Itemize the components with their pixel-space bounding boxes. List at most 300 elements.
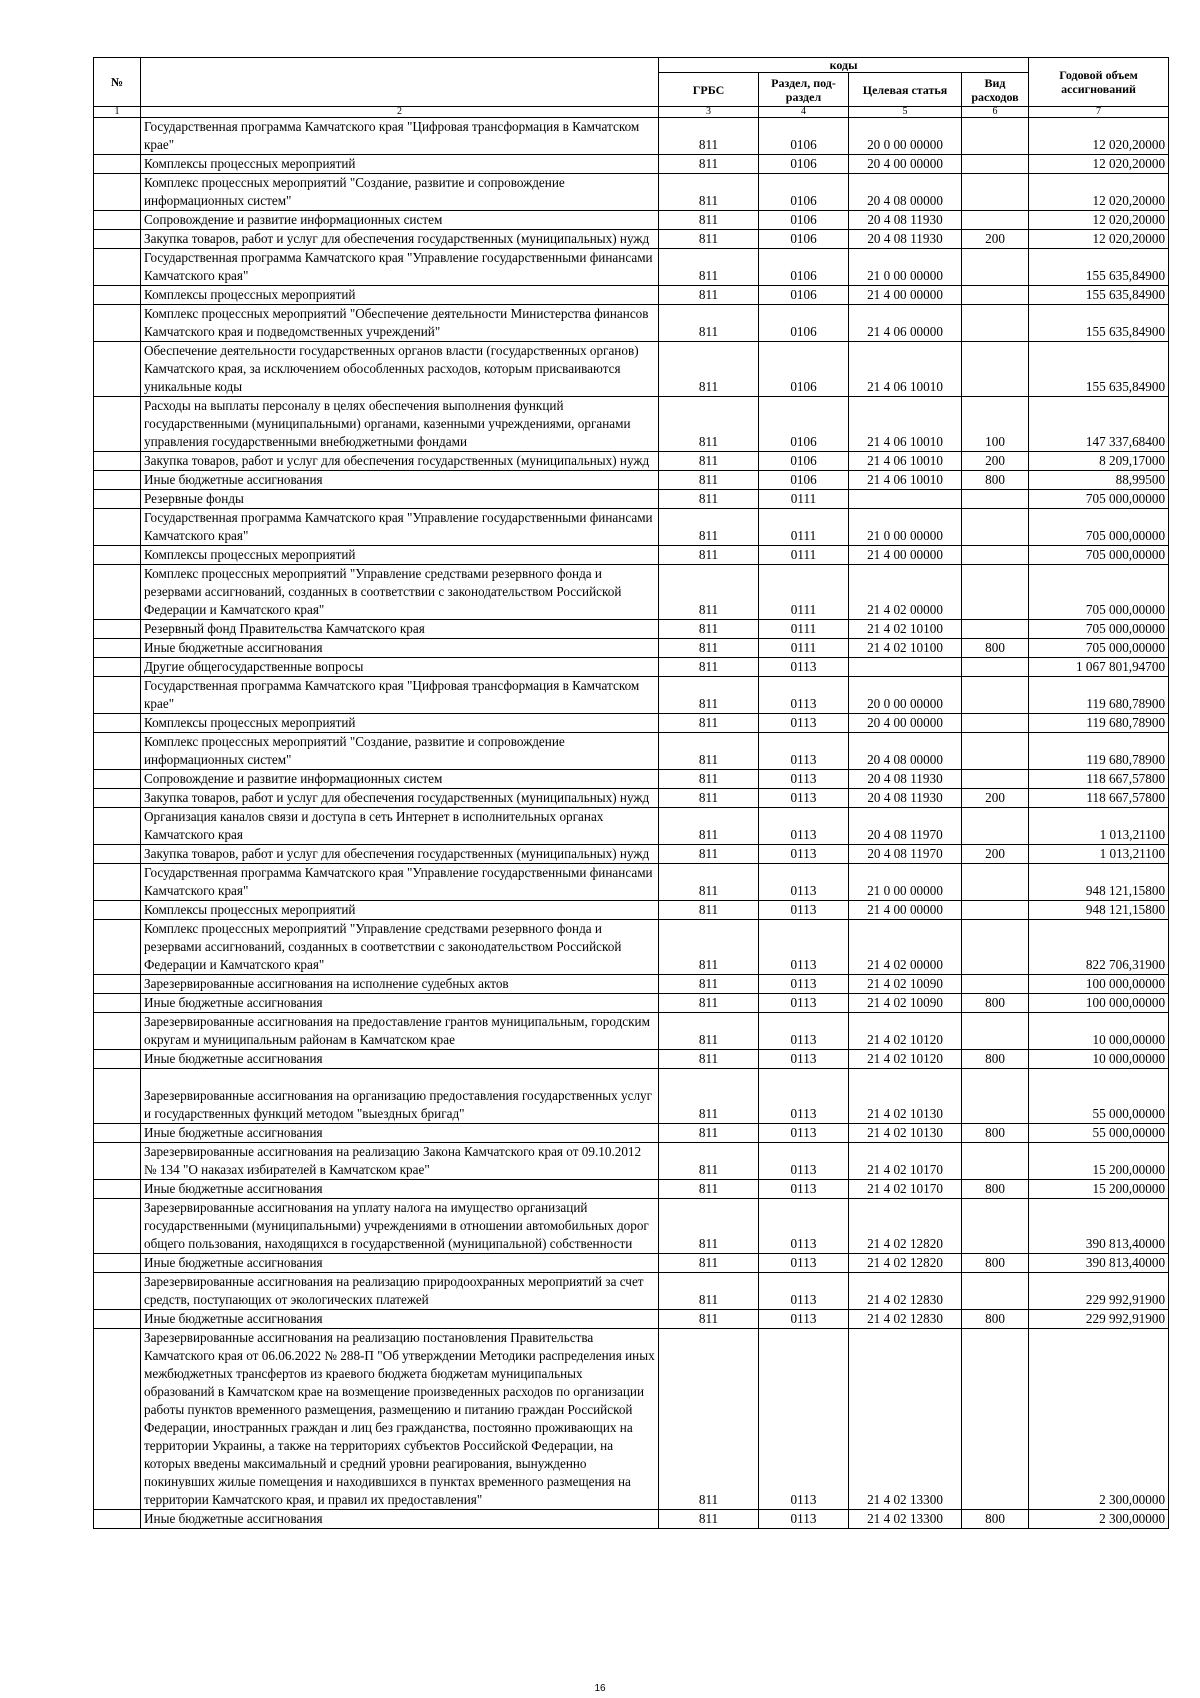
row-amount-cell: 55 000,00000 (1029, 1069, 1169, 1124)
row-grbs-cell: 811 (659, 509, 759, 546)
row-expense-type-cell (962, 1199, 1029, 1254)
row-target-cell: 21 4 02 10130 (849, 1069, 962, 1124)
table-row (94, 1310, 1169, 1329)
row-name-cell: Другие общегосударственные вопросы (141, 658, 659, 677)
row-target-cell: 21 0 00 00000 (849, 864, 962, 901)
row-expense-type-cell (962, 509, 1029, 546)
table-row (94, 1143, 1169, 1180)
row-expense-type-cell: 800 (962, 1254, 1029, 1273)
row-expense-type-cell (962, 714, 1029, 733)
row-expense-type-cell (962, 1273, 1029, 1310)
row-target-cell: 21 4 02 10100 (849, 620, 962, 639)
table-row (94, 920, 1169, 975)
table-row (94, 789, 1169, 808)
column-number: 5 (849, 107, 962, 118)
row-target-cell: 20 4 08 11930 (849, 770, 962, 789)
row-grbs-cell: 811 (659, 1199, 759, 1254)
row-target-cell: 20 4 08 00000 (849, 174, 962, 211)
header-num: № (94, 58, 141, 107)
row-grbs-cell: 811 (659, 770, 759, 789)
row-grbs-cell: 811 (659, 155, 759, 174)
column-number: 2 (141, 107, 659, 118)
row-number-cell (94, 1254, 141, 1273)
row-grbs-cell: 811 (659, 305, 759, 342)
row-number-cell (94, 845, 141, 864)
row-target-cell: 21 4 00 00000 (849, 286, 962, 305)
row-target-cell: 21 4 02 10170 (849, 1143, 962, 1180)
row-name-cell: Государственная программа Камчатского края "Цифровая трансформация в Камчатском крае" (141, 118, 659, 155)
header-target: Целевая статья (849, 73, 962, 107)
row-number-cell (94, 1143, 141, 1180)
row-amount-cell: 119 680,78900 (1029, 733, 1169, 770)
row-section-cell: 0113 (759, 658, 849, 677)
table-row (94, 452, 1169, 471)
row-name-cell: Закупка товаров, работ и услуг для обеспечения государственных (муниципальных) нужд (141, 230, 659, 249)
table-row (94, 546, 1169, 565)
row-target-cell: 21 0 00 00000 (849, 509, 962, 546)
row-expense-type-cell (962, 864, 1029, 901)
table-row (94, 1199, 1169, 1254)
row-section-cell: 0111 (759, 639, 849, 658)
table-row (94, 808, 1169, 845)
row-section-cell: 0113 (759, 845, 849, 864)
budget-table (93, 57, 1169, 1529)
row-target-cell: 21 0 00 00000 (849, 249, 962, 286)
row-expense-type-cell (962, 1013, 1029, 1050)
row-name-cell: Государственная программа Камчатского края "Цифровая трансформация в Камчатском крае" (141, 677, 659, 714)
row-name-cell: Резервный фонд Правительства Камчатского края (141, 620, 659, 639)
row-expense-type-cell: 800 (962, 1510, 1029, 1529)
row-target-cell (849, 658, 962, 677)
row-target-cell: 21 4 02 10100 (849, 639, 962, 658)
table-row (94, 509, 1169, 546)
row-number-cell (94, 1180, 141, 1199)
row-amount-cell: 118 667,57800 (1029, 789, 1169, 808)
row-grbs-cell: 811 (659, 230, 759, 249)
row-number-cell (94, 490, 141, 509)
row-grbs-cell: 811 (659, 1013, 759, 1050)
row-grbs-cell: 811 (659, 490, 759, 509)
row-name-cell: Зарезервированные ассигнования на реализацию природоохранных мероприятий за счет средств, поступающих от экологических платежей (141, 1273, 659, 1310)
row-target-cell: 21 4 02 10120 (849, 1050, 962, 1069)
row-section-cell: 0113 (759, 714, 849, 733)
row-amount-cell: 155 635,84900 (1029, 342, 1169, 397)
row-target-cell: 21 4 02 00000 (849, 565, 962, 620)
row-section-cell: 0111 (759, 565, 849, 620)
table-row (94, 658, 1169, 677)
row-expense-type-cell (962, 174, 1029, 211)
row-amount-cell: 147 337,68400 (1029, 397, 1169, 452)
row-number-cell (94, 1050, 141, 1069)
row-grbs-cell: 811 (659, 1069, 759, 1124)
row-grbs-cell: 811 (659, 845, 759, 864)
row-amount-cell: 10 000,00000 (1029, 1050, 1169, 1069)
row-target-cell: 21 4 02 13300 (849, 1329, 962, 1510)
row-amount-cell: 229 992,91900 (1029, 1310, 1169, 1329)
row-grbs-cell: 811 (659, 864, 759, 901)
row-section-cell: 0106 (759, 471, 849, 490)
row-amount-cell: 12 020,20000 (1029, 155, 1169, 174)
row-expense-type-cell (962, 808, 1029, 845)
row-grbs-cell: 811 (659, 1254, 759, 1273)
row-grbs-cell: 811 (659, 714, 759, 733)
table-row (94, 174, 1169, 211)
row-grbs-cell: 811 (659, 901, 759, 920)
row-number-cell (94, 1310, 141, 1329)
row-number-cell (94, 1124, 141, 1143)
row-number-cell (94, 471, 141, 490)
row-grbs-cell: 811 (659, 249, 759, 286)
row-expense-type-cell: 200 (962, 452, 1029, 471)
column-number: 3 (659, 107, 759, 118)
row-section-cell: 0111 (759, 546, 849, 565)
row-target-cell: 21 4 02 10130 (849, 1124, 962, 1143)
row-expense-type-cell (962, 1143, 1029, 1180)
row-number-cell (94, 864, 141, 901)
row-section-cell: 0111 (759, 509, 849, 546)
row-amount-cell: 390 813,40000 (1029, 1199, 1169, 1254)
row-grbs-cell: 811 (659, 1510, 759, 1529)
row-name-cell: Резервные фонды (141, 490, 659, 509)
row-number-cell (94, 1329, 141, 1510)
row-number-cell (94, 211, 141, 230)
row-amount-cell: 155 635,84900 (1029, 305, 1169, 342)
row-name-cell: Сопровождение и развитие информационных систем (141, 770, 659, 789)
row-amount-cell: 12 020,20000 (1029, 230, 1169, 249)
row-name-cell: Иные бюджетные ассигнования (141, 1510, 659, 1529)
row-expense-type-cell (962, 211, 1029, 230)
row-expense-type-cell: 800 (962, 639, 1029, 658)
row-amount-cell: 12 020,20000 (1029, 174, 1169, 211)
table-row (94, 1050, 1169, 1069)
row-target-cell: 20 4 08 11970 (849, 808, 962, 845)
row-target-cell: 21 4 02 12830 (849, 1310, 962, 1329)
row-target-cell: 21 4 06 10010 (849, 452, 962, 471)
row-expense-type-cell: 200 (962, 789, 1029, 808)
row-grbs-cell: 811 (659, 808, 759, 845)
row-amount-cell: 55 000,00000 (1029, 1124, 1169, 1143)
header-grbs: ГРБС (659, 73, 759, 107)
row-grbs-cell: 811 (659, 1124, 759, 1143)
row-name-cell: Иные бюджетные ассигнования (141, 471, 659, 490)
row-section-cell: 0106 (759, 174, 849, 211)
row-amount-cell: 119 680,78900 (1029, 677, 1169, 714)
row-grbs-cell: 811 (659, 565, 759, 620)
row-section-cell: 0113 (759, 1180, 849, 1199)
row-number-cell (94, 920, 141, 975)
row-target-cell (849, 490, 962, 509)
row-section-cell: 0106 (759, 342, 849, 397)
row-section-cell: 0106 (759, 249, 849, 286)
row-name-cell: Иные бюджетные ассигнования (141, 1050, 659, 1069)
row-section-cell: 0113 (759, 1310, 849, 1329)
row-number-cell (94, 1273, 141, 1310)
row-target-cell: 21 4 00 00000 (849, 546, 962, 565)
row-section-cell: 0113 (759, 1199, 849, 1254)
row-name-cell: Комплекс процессных мероприятий "Управление средствами резервного фонда и резервами ассигнований, созданных в соответствии с законодательством Российской Федерации и Камчатского края" (141, 920, 659, 975)
row-number-cell (94, 733, 141, 770)
row-amount-cell: 705 000,00000 (1029, 620, 1169, 639)
row-grbs-cell: 811 (659, 546, 759, 565)
table-row (94, 211, 1169, 230)
row-expense-type-cell: 800 (962, 994, 1029, 1013)
table-row (94, 714, 1169, 733)
row-amount-cell: 15 200,00000 (1029, 1180, 1169, 1199)
row-number-cell (94, 546, 141, 565)
row-name-cell: Комплексы процессных мероприятий (141, 155, 659, 174)
row-amount-cell: 948 121,15800 (1029, 901, 1169, 920)
row-number-cell (94, 155, 141, 174)
row-amount-cell: 100 000,00000 (1029, 994, 1169, 1013)
row-grbs-cell: 811 (659, 620, 759, 639)
row-number-cell (94, 452, 141, 471)
table-row (94, 249, 1169, 286)
row-grbs-cell: 811 (659, 1329, 759, 1510)
table-row (94, 639, 1169, 658)
row-amount-cell: 10 000,00000 (1029, 1013, 1169, 1050)
row-number-cell (94, 249, 141, 286)
table-row (94, 397, 1169, 452)
table-row (94, 342, 1169, 397)
row-target-cell: 21 4 02 10090 (849, 975, 962, 994)
row-name-cell: Комплекс процессных мероприятий "Управление средствами резервного фонда и резервами ассигнований, созданных в соответствии с законодательством Российской Федерации и Камчатского края" (141, 565, 659, 620)
table-row (94, 1510, 1169, 1529)
row-expense-type-cell (962, 733, 1029, 770)
row-expense-type-cell (962, 658, 1029, 677)
row-section-cell: 0106 (759, 118, 849, 155)
row-amount-cell: 155 635,84900 (1029, 249, 1169, 286)
row-expense-type-cell: 200 (962, 230, 1029, 249)
row-name-cell: Иные бюджетные ассигнования (141, 1254, 659, 1273)
row-number-cell (94, 1069, 141, 1124)
row-target-cell: 21 4 06 00000 (849, 305, 962, 342)
table-body (94, 118, 1169, 1529)
row-expense-type-cell (962, 770, 1029, 789)
row-amount-cell: 822 706,31900 (1029, 920, 1169, 975)
row-number-cell (94, 1199, 141, 1254)
row-section-cell: 0113 (759, 1013, 849, 1050)
row-grbs-cell: 811 (659, 452, 759, 471)
row-expense-type-cell (962, 305, 1029, 342)
row-amount-cell: 1 067 801,94700 (1029, 658, 1169, 677)
table-row (94, 994, 1169, 1013)
row-expense-type-cell: 800 (962, 1310, 1029, 1329)
row-section-cell: 0113 (759, 901, 849, 920)
table-row (94, 901, 1169, 920)
row-name-cell: Комплексы процессных мероприятий (141, 546, 659, 565)
row-name-cell: Обеспечение деятельности государственных органов власти (государственных органов) Камчатского края, за исключением обособленных расходов, которым присваиваются уникальные коды (141, 342, 659, 397)
header-section: Раздел, под-раздел (759, 73, 849, 107)
row-name-cell: Комплексы процессных мероприятий (141, 901, 659, 920)
row-section-cell: 0113 (759, 1143, 849, 1180)
column-numbers-row (94, 107, 1169, 118)
row-amount-cell: 705 000,00000 (1029, 490, 1169, 509)
row-expense-type-cell (962, 920, 1029, 975)
row-number-cell (94, 1013, 141, 1050)
row-target-cell: 21 4 02 10170 (849, 1180, 962, 1199)
row-number-cell (94, 901, 141, 920)
row-name-cell: Организация каналов связи и доступа в сеть Интернет в исполнительных органах Камчатского края (141, 808, 659, 845)
row-number-cell (94, 397, 141, 452)
row-expense-type-cell (962, 565, 1029, 620)
row-section-cell: 0113 (759, 1510, 849, 1529)
row-section-cell: 0106 (759, 452, 849, 471)
table-row (94, 1013, 1169, 1050)
row-expense-type-cell (962, 1069, 1029, 1124)
row-expense-type-cell: 800 (962, 1124, 1029, 1143)
table-row (94, 118, 1169, 155)
row-grbs-cell: 811 (659, 975, 759, 994)
row-grbs-cell: 811 (659, 1143, 759, 1180)
row-amount-cell: 119 680,78900 (1029, 714, 1169, 733)
row-section-cell: 0113 (759, 1124, 849, 1143)
row-section-cell: 0113 (759, 920, 849, 975)
row-amount-cell: 100 000,00000 (1029, 975, 1169, 994)
column-number: 6 (962, 107, 1029, 118)
row-number-cell (94, 658, 141, 677)
row-name-cell: Комплекс процессных мероприятий "Создание, развитие и сопровождение информационных систем" (141, 174, 659, 211)
row-target-cell: 20 4 08 11930 (849, 789, 962, 808)
row-expense-type-cell (962, 975, 1029, 994)
row-name-cell: Иные бюджетные ассигнования (141, 1180, 659, 1199)
table-row (94, 864, 1169, 901)
row-target-cell: 20 4 00 00000 (849, 714, 962, 733)
row-number-cell (94, 808, 141, 845)
row-amount-cell: 2 300,00000 (1029, 1329, 1169, 1510)
row-section-cell: 0106 (759, 397, 849, 452)
row-section-cell: 0106 (759, 305, 849, 342)
row-target-cell: 21 4 02 10090 (849, 994, 962, 1013)
row-name-cell: Государственная программа Камчатского края "Управление государственными финансами Камчатского края" (141, 249, 659, 286)
row-grbs-cell: 811 (659, 471, 759, 490)
row-target-cell: 20 4 08 11930 (849, 230, 962, 249)
row-grbs-cell: 811 (659, 994, 759, 1013)
header-codes: коды (659, 58, 1029, 73)
row-section-cell: 0113 (759, 975, 849, 994)
table-row (94, 155, 1169, 174)
row-amount-cell: 705 000,00000 (1029, 639, 1169, 658)
row-section-cell: 0113 (759, 808, 849, 845)
row-target-cell: 20 0 00 00000 (849, 677, 962, 714)
table-row (94, 845, 1169, 864)
table-row (94, 305, 1169, 342)
row-name-cell: Закупка товаров, работ и услуг для обеспечения государственных (муниципальных) нужд (141, 452, 659, 471)
row-grbs-cell: 811 (659, 286, 759, 305)
table-row (94, 1069, 1169, 1124)
row-grbs-cell: 811 (659, 1050, 759, 1069)
table-row (94, 1254, 1169, 1273)
row-amount-cell: 705 000,00000 (1029, 565, 1169, 620)
table-row (94, 286, 1169, 305)
row-expense-type-cell (962, 249, 1029, 286)
table-row (94, 620, 1169, 639)
row-target-cell: 21 4 06 10010 (849, 397, 962, 452)
row-number-cell (94, 509, 141, 546)
row-amount-cell: 1 013,21100 (1029, 808, 1169, 845)
row-expense-type-cell (962, 1329, 1029, 1510)
row-section-cell: 0113 (759, 1254, 849, 1273)
row-section-cell: 0111 (759, 620, 849, 639)
row-amount-cell: 118 667,57800 (1029, 770, 1169, 789)
row-number-cell (94, 975, 141, 994)
row-target-cell: 21 4 02 10120 (849, 1013, 962, 1050)
row-target-cell: 21 4 02 12820 (849, 1199, 962, 1254)
row-expense-type-cell (962, 286, 1029, 305)
row-target-cell: 20 4 08 11970 (849, 845, 962, 864)
row-amount-cell: 948 121,15800 (1029, 864, 1169, 901)
row-grbs-cell: 811 (659, 1180, 759, 1199)
row-number-cell (94, 1510, 141, 1529)
row-name-cell: Зарезервированные ассигнования на уплату налога на имущество организаций государственными (муниципальными) учреждениями в отношении автомобильных дорог общего пользования, находящихся в государственной (муниципальной) собственности (141, 1199, 659, 1254)
row-name-cell: Зарезервированные ассигнования на предоставление грантов муниципальным, городским округам и муниципальным районам в Камчатском крае (141, 1013, 659, 1050)
table-row (94, 565, 1169, 620)
row-grbs-cell: 811 (659, 677, 759, 714)
row-name-cell: Зарезервированные ассигнования на исполнение судебных актов (141, 975, 659, 994)
row-target-cell: 21 4 02 12820 (849, 1254, 962, 1273)
row-section-cell: 0113 (759, 789, 849, 808)
row-name-cell: Комплексы процессных мероприятий (141, 286, 659, 305)
row-expense-type-cell: 800 (962, 471, 1029, 490)
row-amount-cell: 229 992,91900 (1029, 1273, 1169, 1310)
row-expense-type-cell: 800 (962, 1050, 1029, 1069)
row-grbs-cell: 811 (659, 658, 759, 677)
row-name-cell: Иные бюджетные ассигнования (141, 1310, 659, 1329)
row-number-cell (94, 714, 141, 733)
row-section-cell: 0113 (759, 1273, 849, 1310)
header-amount: Годовой объем ассигнований (1029, 58, 1169, 107)
row-grbs-cell: 811 (659, 920, 759, 975)
row-name-cell: Иные бюджетные ассигнования (141, 639, 659, 658)
row-grbs-cell: 811 (659, 639, 759, 658)
table-row (94, 230, 1169, 249)
row-target-cell: 20 0 00 00000 (849, 118, 962, 155)
row-grbs-cell: 811 (659, 1310, 759, 1329)
row-target-cell: 21 4 02 13300 (849, 1510, 962, 1529)
row-name-cell: Зарезервированные ассигнования на реализацию Закона Камчатского края от 09.10.2012 № 134 "О наказах избирателей в Камчатском крае" (141, 1143, 659, 1180)
row-expense-type-cell (962, 901, 1029, 920)
row-number-cell (94, 174, 141, 211)
row-target-cell: 21 4 00 00000 (849, 901, 962, 920)
row-name-cell: Расходы на выплаты персоналу в целях обеспечения выполнения функций государственными (муниципальными) органами, казенными учреждениями, органами управления государственными внебюджетными фондами (141, 397, 659, 452)
row-target-cell: 20 4 08 00000 (849, 733, 962, 770)
row-expense-type-cell (962, 155, 1029, 174)
row-name-cell: Комплексы процессных мероприятий (141, 714, 659, 733)
row-amount-cell: 8 209,17000 (1029, 452, 1169, 471)
row-target-cell: 21 4 02 00000 (849, 920, 962, 975)
row-section-cell: 0106 (759, 230, 849, 249)
column-number: 1 (94, 107, 141, 118)
row-expense-type-cell: 200 (962, 845, 1029, 864)
row-section-cell: 0113 (759, 733, 849, 770)
row-name-cell: Комплекс процессных мероприятий "Создание, развитие и сопровождение информационных систем" (141, 733, 659, 770)
row-expense-type-cell (962, 118, 1029, 155)
row-name-cell: Сопровождение и развитие информационных систем (141, 211, 659, 230)
table-row (94, 471, 1169, 490)
column-number: 4 (759, 107, 849, 118)
row-amount-cell: 390 813,40000 (1029, 1254, 1169, 1273)
table-row (94, 1180, 1169, 1199)
row-grbs-cell: 811 (659, 342, 759, 397)
row-grbs-cell: 811 (659, 211, 759, 230)
row-section-cell: 0113 (759, 770, 849, 789)
row-amount-cell: 705 000,00000 (1029, 509, 1169, 546)
row-number-cell (94, 770, 141, 789)
row-expense-type-cell: 100 (962, 397, 1029, 452)
row-number-cell (94, 230, 141, 249)
row-number-cell (94, 342, 141, 397)
row-name-cell: Закупка товаров, работ и услуг для обеспечения государственных (муниципальных) нужд (141, 789, 659, 808)
row-number-cell (94, 994, 141, 1013)
